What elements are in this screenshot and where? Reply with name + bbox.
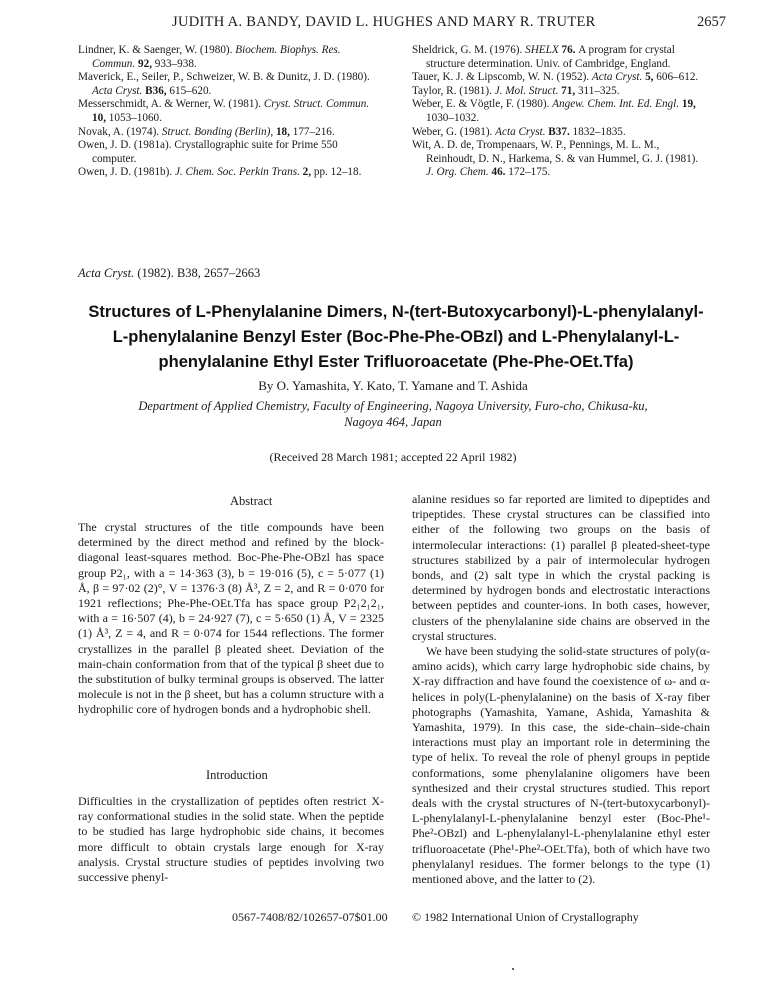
reference-part: Weber, G. (1981).: [412, 125, 496, 138]
reference-part: J. Org. Chem.: [426, 166, 489, 179]
reference-part: Weber, E. & Vögtle, F. (1980).: [412, 98, 553, 111]
reference-part: 1053–1060.: [108, 111, 162, 124]
reference-part: 177–216.: [292, 125, 335, 138]
reference-part: Struct. Bonding (Berlin),: [161, 125, 274, 138]
reference-part: Biochem. Biophys. Res. Commun.: [92, 44, 341, 70]
reference-part: Acta Cryst.: [591, 71, 643, 84]
abstract-heading: Abstract: [230, 494, 273, 508]
reference-part: 46.: [488, 166, 509, 179]
page-number: 2657: [697, 14, 726, 30]
reference-entry: [78, 139, 372, 166]
reference-entry: [78, 44, 372, 71]
reference-part: 71,: [558, 84, 578, 97]
citation-volume-pages: (1982). B38, 2657–2663: [134, 266, 261, 280]
reference-entry: [412, 98, 708, 125]
reference-part: 10,: [92, 111, 109, 124]
introduction-text: [78, 794, 384, 885]
introduction-paragraph: Difficulties in the crystallization of peptides often restrict X-ray conformational studies in the solid state. When the peptide to be studied has large hydrophobic side chains, it becomes more difficult to obtain crystals large enough for X-ray analysis. Crystal structure studies of peptides involving two successive phenyl-: [78, 794, 384, 885]
reference-part: 18,: [273, 125, 293, 138]
reference-part: 606–612.: [656, 71, 699, 84]
running-header: [60, 14, 726, 34]
reference-entry: [412, 139, 708, 180]
reference-part: Maverick, E., Seiler, P., Schweizer, W. B. & Dunitz, J. D. (1980).: [78, 71, 370, 84]
reference-entry: [412, 44, 708, 71]
reference-entry: [78, 166, 372, 180]
reference-part: Tauer, K. J. & Lipscomb, W. N. (1952).: [412, 71, 592, 84]
reference-part: 1832–1835.: [572, 125, 626, 138]
reference-entry: [412, 71, 708, 85]
copyright-line: © 1982 International Union of Crystallography: [412, 910, 639, 924]
reference-entry: [78, 98, 372, 125]
abstract-text: [78, 520, 384, 718]
reference-entry: [78, 126, 372, 140]
reference-part: B36,: [142, 84, 170, 97]
reference-part: 311–325.: [577, 84, 620, 97]
reference-part: SHELX: [525, 44, 559, 56]
reference-part: Novak, A. (1974).: [78, 125, 162, 138]
reference-part: 5,: [642, 71, 657, 84]
page-speck: [512, 968, 514, 970]
reference-part: Wit, A. D. de, Trompenaars, W. P., Pennings, M. L. M., Reinhoudt, D. N., Harkema, S. & van Hummel, G. J. (1981).: [412, 139, 699, 165]
reference-part: pp. 12–18.: [313, 166, 362, 179]
byline: By O. Yamashita, Y. Kato, T. Yamane and T. Ashida: [258, 378, 528, 393]
article-title: Structures of L-Phenylalanine Dimers, N-(tert-Butoxycarbonyl)-L-phenylalanyl-L-phenylalanine Benzyl Ester (Boc-Phe-Phe-OBzl) and L-Phenylalanyl-L-phenylalanine Ethyl Ester Trifluoroacetate (Phe-Phe-OEt.Tfa): [88, 303, 704, 371]
running-header-authors: JUDITH A. BANDY, DAVID L. HUGHES AND MARY R. TRUTER: [172, 14, 596, 30]
reference-part: Messerschmidt, A. & Werner, W. (1981).: [78, 98, 264, 111]
reference-part: 172–175.: [508, 166, 551, 179]
reference-part: 92,: [135, 57, 155, 70]
reference-entry: [78, 71, 372, 98]
reference-part: Cryst. Struct. Commun.: [263, 98, 370, 111]
reference-part: Sheldrick, G. M. (1976).: [412, 44, 526, 56]
right-column-text: [412, 492, 710, 887]
reference-part: 19,: [679, 98, 696, 111]
reference-part: Lindner, K. & Saenger, W. (1980).: [78, 44, 236, 56]
reference-part: 933–938.: [154, 57, 197, 70]
reference-part: 1030–1032.: [426, 111, 480, 124]
reference-part: Owen, J. D. (1981a). Crystallographic suite for Prime 550 computer.: [78, 139, 338, 165]
reference-part: Angew. Chem. Int. Ed. Engl.: [552, 98, 680, 111]
references-left-column: [78, 44, 372, 180]
introduction-heading: Introduction: [206, 768, 268, 782]
reference-part: A program for crystal structure determination. Univ. of Cambridge, England.: [426, 44, 675, 70]
received-dates: (Received 28 March 1981; accepted 22 April 1982): [269, 450, 517, 464]
reference-entry: [412, 85, 708, 99]
reference-part: Taylor, R. (1981).: [412, 84, 495, 97]
right-column-paragraph-1: alanine residues so far reported are limited to dipeptides and tripeptides. These crystal structures can be classified into either of the following two groups on the basis of intermolecular interactions: (1) parallel β pleated-sheet-type structures stabilized by a pair of intermolecular hydrogen bonds, and (2) salt type in which the crystal packing is determined by hydrogen bonds and electrostatic interactions between peptides and counter-ions. In both cases, however, clusters of the phenylalanine side chains are observed in the crystal structures.: [412, 492, 710, 643]
reference-part: 2,: [299, 166, 314, 179]
article-code: 0567-7408/82/102657-07$01.00: [232, 910, 388, 924]
reference-part: 615–620.: [169, 84, 212, 97]
reference-entry: [412, 126, 708, 140]
reference-part: B37.: [545, 125, 573, 138]
article-citation: [78, 266, 260, 281]
reference-part: Owen, J. D. (1981b).: [78, 166, 175, 179]
citation-journal: Acta Cryst.: [78, 266, 135, 280]
reference-part: 76.: [558, 44, 579, 56]
reference-part: J. Chem. Soc. Perkin Trans.: [174, 166, 300, 179]
affiliation: Department of Applied Chemistry, Faculty of Engineering, Nagoya University, Furo-cho, Chikusa-ku, Nagoya 464, Japan: [138, 399, 648, 429]
reference-part: Acta Cryst.: [495, 125, 546, 138]
right-column-paragraph-2: We have been studying the solid-state structures of poly(α-amino acids), which carry large hydrophobic side chains, by X-ray diffraction and have found the coexistence of ω- and α-helices in poly(L-phenylalanine) on the basis of X-ray fiber photographs (Yamashita, Yamane, Ashida, Yamashita & Yamashita, 1979). In this case, the side-chain–side-chain interactions must play an important role in determining the type of helix. To reveal the role of phenyl groups in peptide conformations, some phenylalanine oligomers have been synthesized and their crystal structures studied. This report deals with the crystal structures of N-(tert-butoxycarbonyl)-L-phenylalanyl-L-phenylalanine benzyl ester (Boc-Phe¹-Phe²-OBzl) and L-phenylalanyl-L-phenylalanine ethyl ester trifluoroacetate (Phe¹-Phe²-OEt.Tfa), both of which have two phenylalanyl residues. The former belongs to the type (1) mentioned above, and the latter to (2).: [412, 644, 710, 887]
reference-part: J. Mol. Struct.: [494, 84, 559, 97]
references-right-column: [412, 44, 708, 180]
reference-part: Acta Cryst.: [92, 84, 143, 97]
abstract-paragraph: The crystal structures of the title compounds have been determined by the direct method and refined by the block-diagonal least-squares method. Boc-Phe-Phe-OBzl has space group P2₁, with a = 14·363 (3), b = 19·016 (5), c = 5·077 (1) Å, β = 97·02 (2)°, V = 1376·3 (8) Å³, Z = 2, and R = 0·070 for 1921 reflections; Phe-Phe-OEt.Tfa has space group P2₁2₁2₁, with a = 16·507 (4), b = 24·927 (7), c = 5·650 (1) Å, V = 2325 (1) Å³, Z = 4, and R = 0·074 for 1544 reflections. The former crystallizes in the parallel β pleated sheet. Deviation of the main-chain conformation from that of the typical β sheet due to the substitution of bulky terminal groups is observed. The latter molecule is not in the β sheet, but has a column structure with a hydrophilic core of hydrogen bonds and a hydrophobic shell.: [78, 520, 384, 717]
